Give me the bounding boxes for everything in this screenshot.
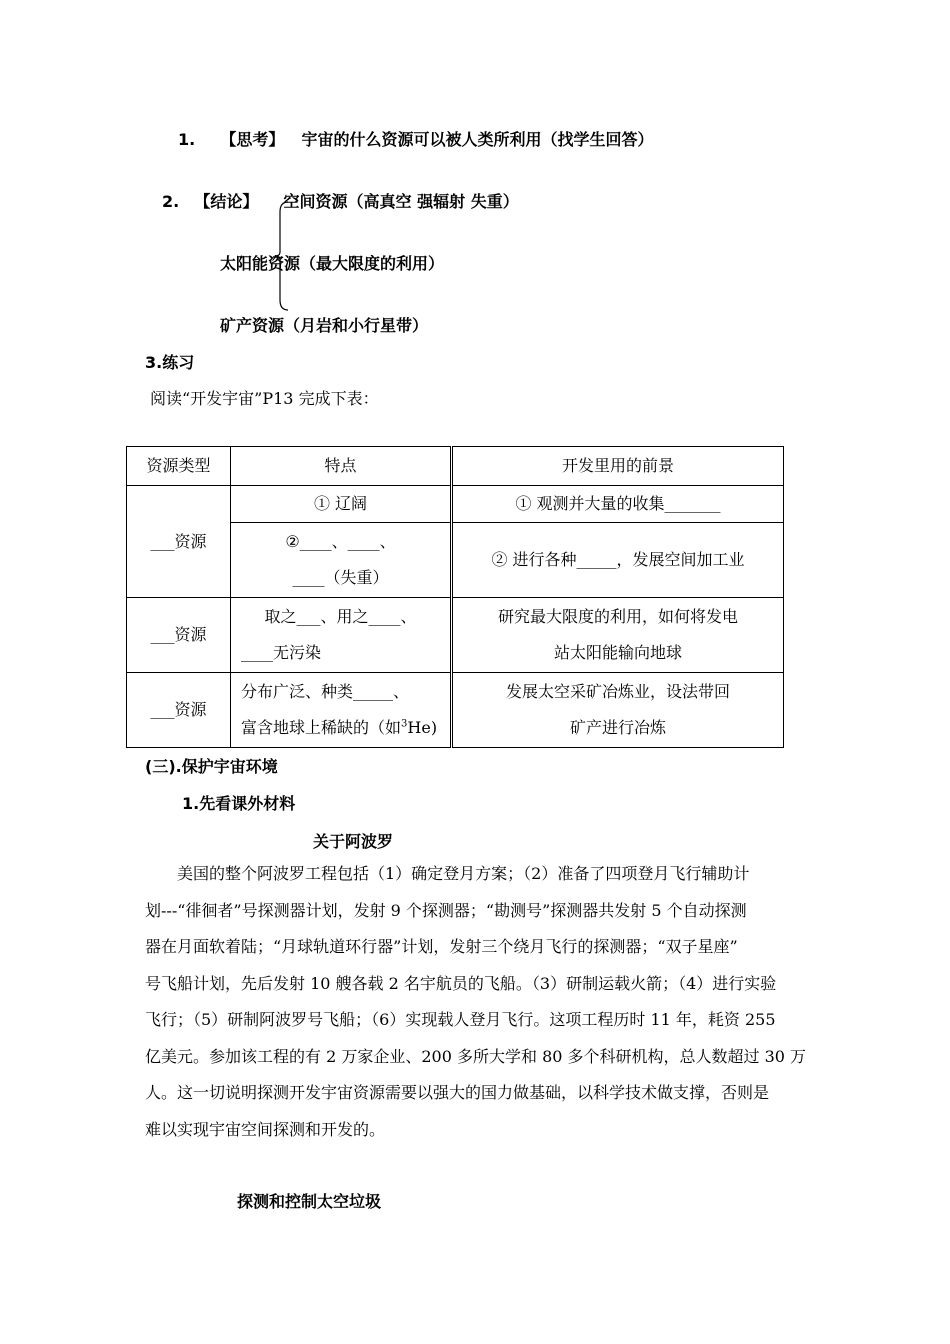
apollo-title: 关于阿波罗 [313, 832, 394, 851]
row1-prospect-1: ① 观测并大量的收集_______ [452, 486, 784, 523]
row2-prospects [452, 598, 784, 673]
apollo-line: 亿美元。参加该工程的有 2 万家企业、200 多所大学和 80 多个科研机构，总人数超过 30 万 [145, 1046, 807, 1066]
row2-prospect-line-1: 研究最大限度的利用，如何将发电 [497, 607, 738, 626]
row1-feature-2-line-1: ②____、____、 [285, 532, 396, 551]
row3-feature-element: He) [407, 718, 438, 737]
debris-title: 探测和控制太空垃圾 [237, 1192, 382, 1211]
row3-features [231, 673, 452, 748]
conclusion-number: 2. [162, 192, 180, 211]
apollo-paragraph [145, 856, 807, 1148]
row3-feature-text: 富含地球上稀缺的（如 [241, 718, 402, 737]
conclusion-item-space: 空间资源（高真空 强辐射 失重） [283, 192, 519, 211]
conclusion-line [162, 189, 519, 212]
row3-type: ___资源 [127, 673, 231, 748]
think-line [178, 127, 654, 150]
table-row [127, 486, 784, 523]
apollo-line: 飞行；（5）研制阿波罗号飞船；（6）实现载人登月飞行。这项工程历时 11 年，耗资 255 [145, 1010, 776, 1029]
table-header-row [127, 447, 784, 486]
header-prospects: 开发里用的前景 [452, 447, 784, 486]
table-row [127, 598, 784, 673]
conclusion-item-solar: 太阳能资源（最大限度的利用） [220, 254, 445, 273]
row1-feature-2 [231, 523, 452, 598]
row3-feature-superscript: 3 [401, 718, 408, 730]
exercise-instruction: 阅读“开发宇宙”P13 完成下表： [150, 389, 379, 408]
apollo-line: 难以实现宇宙空间探测和开发的。 [145, 1119, 386, 1139]
conclusion-item-mineral: 矿产资源（月岩和小行星带） [220, 316, 429, 335]
section3-title: (三).保护宇宙环境 [145, 757, 278, 776]
header-features: 特点 [231, 447, 452, 486]
row3-prospect-line-1: 发展太空采矿冶炼业，设法带回 [505, 682, 730, 701]
row2-type: ___资源 [127, 598, 231, 673]
apollo-line: 号飞船计划，先后发射 10 艘各载 2 名宇航员的飞船。（3）研制运载火箭；（4）进行实验 [145, 973, 777, 993]
apollo-line-text: 美国的整个阿波罗工程包括（1）确定登月方案；（2）准备了四项登月飞行辅助计 [177, 864, 750, 883]
apollo-line: 器在月面软着陆；“月球轨道环行器”计划，发射三个绕月飞行的探测器；“双子星座” [145, 937, 738, 956]
row2-prospect-line-2: 站太阳能输向地球 [553, 643, 682, 662]
row3-prospect-line-2: 矿产进行冶炼 [569, 718, 666, 737]
row2-feature-line-2: ____无污染 [241, 643, 322, 662]
row1-feature-2-line-2: ____（失重） [292, 568, 389, 587]
row1-feature-1: ① 辽阔 [231, 486, 452, 523]
apollo-line: 划---“徘徊者”号探测器计划，发射 9 个探测器；“勘测号”探测器共发射 5 个自动探测 [145, 900, 747, 920]
table-row [127, 673, 784, 748]
row3-feature-line-1: 分布广泛、种类_____、 [241, 682, 410, 701]
row1-type: ___资源 [127, 486, 231, 598]
section3-subtitle: 1.先看课外材料 [182, 794, 296, 813]
row1-prospect-2: ② 进行各种_____，发展空间加工业 [452, 523, 784, 598]
apollo-line [145, 856, 807, 893]
think-text: 宇宙的什么资源可以被人类所利用（找学生回答） [301, 130, 654, 149]
row2-features [231, 598, 452, 673]
resource-table [126, 446, 784, 748]
think-number: 1. [178, 130, 196, 149]
exercise-title: 3.练习 [145, 353, 195, 372]
row2-feature-line-1: 取之___、用之____、 [264, 607, 417, 626]
row3-prospects [452, 673, 784, 748]
think-tag: 【思考】 [220, 130, 285, 149]
apollo-line: 人。这一切说明探测开发宇宙资源需要以强大的国力做基础，以科学技术做支撑，否则是 [145, 1083, 770, 1102]
header-type: 资源类型 [127, 447, 231, 486]
conclusion-tag: 【结论】 [194, 192, 259, 211]
row3-feature-line-2 [231, 710, 450, 746]
